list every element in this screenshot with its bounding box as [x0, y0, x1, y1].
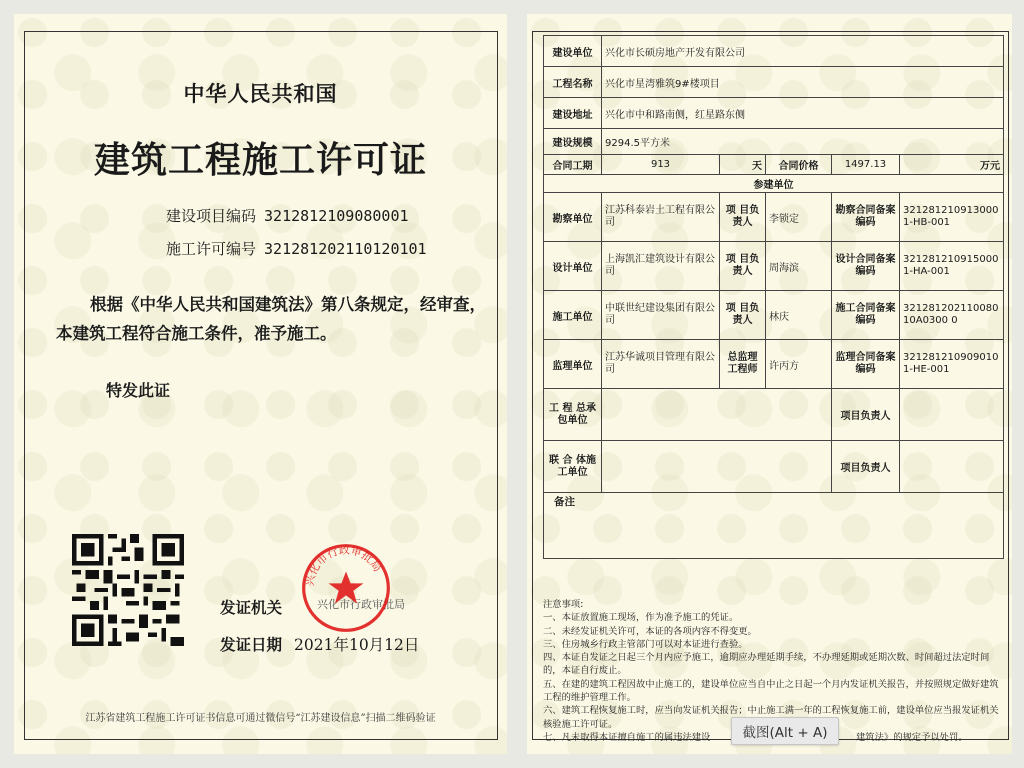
joint-venture-value — [602, 441, 832, 493]
permit-back-page — [527, 14, 1012, 754]
unit-lead-label: 项 目负责人 — [720, 291, 766, 340]
unit-lead: 李锁定 — [766, 193, 832, 242]
unit-record: 3212812109090101-HE-001 — [900, 340, 1004, 389]
general-contractor-label: 工 程 总承包单位 — [544, 389, 602, 441]
note-item: 一、本证放置施工现场，作为准予施工的凭证。 — [543, 612, 739, 624]
general-contractor-value — [602, 389, 832, 441]
unit-row-design — [544, 242, 1004, 291]
note-item: 五、在建的建筑工程因故中止施工的，建设单位应当自中止之日起一个月内发证机关报告，并按照规定做好建筑工程的维护管理工作。 — [543, 678, 999, 704]
permit-number-row — [166, 238, 427, 259]
permit-title: 建筑工程施工许可证 — [93, 139, 427, 181]
unit-name: 中联世纪建设集团有限公司 — [602, 291, 720, 340]
unit-lead: 林庆 — [766, 291, 832, 340]
unit-lead-label: 项 目负责人 — [720, 242, 766, 291]
unit-lead: 周海滨 — [766, 242, 832, 291]
note-item: 二、未经发证机关许可，本证的各项内容不得变更。 — [543, 625, 757, 637]
unit-record-label: 施工合同备案编码 — [832, 291, 900, 340]
price-label: 合同价格 — [766, 155, 832, 175]
unit-lead-label: 项 目负责人 — [720, 193, 766, 242]
unit-role: 设计单位 — [544, 242, 602, 291]
period-value: 913 — [602, 155, 720, 175]
scale-row — [544, 129, 1004, 155]
issue-date-row — [220, 633, 419, 655]
qr-code — [72, 534, 184, 646]
unit-row-construction — [544, 291, 1004, 340]
note-item: 三、住房城乡行政主管部门可以对本证进行查验。 — [543, 638, 748, 650]
unit-name: 江苏华诚项目管理有限公司 — [602, 340, 720, 389]
issuer-row — [220, 596, 282, 618]
remarks-label: 备注 — [554, 496, 575, 508]
remarks-row — [544, 493, 1004, 559]
joint-venture-label: 联 合 体施工单位 — [544, 441, 602, 493]
project-code-row — [166, 205, 409, 226]
note-item: 六、建筑工程恢复施工时，应当向发证机关报告；中止施工满一年的工程恢复施工前，建设单位应当报发证机关核验施工许可证。 — [543, 705, 999, 730]
unit-record-label: 监理合同备案编码 — [832, 340, 900, 389]
screenshot-tooltip: 截图(Alt + A) — [731, 717, 839, 745]
law-statement: 根据《中华人民共和国建筑法》第八条规定，经审查，本建筑工程符合施工条件，准予施工。 — [56, 295, 486, 343]
unit-record: 32128120211008010A0300 0 — [900, 291, 1004, 340]
joint-venture-lead-value — [900, 441, 1004, 493]
general-contractor-lead-value — [900, 389, 1004, 441]
country-name: 中华人民共和国 — [183, 81, 338, 106]
issuer-value: 兴化市行政审批局 — [317, 598, 405, 611]
certify-text: 特发此证 — [106, 381, 171, 400]
joint-venture-lead-label: 项目负责人 — [832, 441, 900, 493]
address-label: 建设地址 — [544, 98, 602, 129]
project-name-row — [544, 67, 1004, 98]
unit-record: 3212812109150001-HA-001 — [900, 242, 1004, 291]
unit-role: 勘察单位 — [544, 193, 602, 242]
period-label: 合同工期 — [544, 155, 602, 175]
builder-row — [544, 36, 1004, 67]
issue-date-label: 发证日期 — [220, 635, 283, 654]
issue-date-value: 2021年10月12日 — [294, 636, 420, 654]
project-code-value: 3212812109080001 — [264, 207, 409, 225]
period-price-row — [544, 155, 1004, 175]
address-row — [544, 98, 1004, 129]
unit-name: 上海凯汇建筑设计有限公司 — [602, 242, 720, 291]
notes-title: 注意事项: — [543, 599, 584, 610]
project-name-label: 工程名称 — [544, 67, 602, 98]
unit-record: 3212812109130001-HB-001 — [900, 193, 1004, 242]
project-info-table — [543, 35, 1003, 575]
general-contractor-lead-label: 项目负责人 — [832, 389, 900, 441]
unit-role: 监理单位 — [544, 340, 602, 389]
note-item-7-end: 建筑法》的规定予以处罚。 — [856, 731, 968, 743]
participants-header: 参建单位 — [544, 175, 1004, 193]
scale-value: 9294.5平方米 — [602, 129, 1004, 155]
unit-row-survey — [544, 193, 1004, 242]
note-item: 四、本证自发证之日起三个月内应予施工，逾期应办理延期手续，不办理延期或延期次数、时间超过法定时间的，本证自行废止。 — [543, 652, 990, 677]
price-unit: 万元 — [900, 155, 1004, 175]
joint-venture-row — [544, 441, 1004, 493]
unit-row-supervision — [544, 340, 1004, 389]
builder-value: 兴化市长硕房地产开发有限公司 — [602, 36, 1004, 67]
unit-lead-label: 总监理工程师 — [720, 340, 766, 389]
price-value: 1497.13 — [832, 155, 900, 175]
project-code-label: 建设项目编码 — [166, 207, 257, 225]
permit-front-page — [14, 14, 507, 754]
note-item-7-start: 七、凡未取得本证擅自施工的属违法建设 — [543, 731, 711, 743]
unit-name: 江苏科泰岩土工程有限公司 — [602, 193, 720, 242]
participants-header-row — [544, 175, 1004, 193]
unit-role: 施工单位 — [544, 291, 602, 340]
period-unit: 天 — [720, 155, 766, 175]
project-name-value: 兴化市星湾雅筑9#楼项目 — [602, 67, 1004, 98]
remarks-cell — [544, 493, 1004, 559]
permit-number-value: 321281202110120101 — [264, 240, 427, 258]
svg-text:兴化市行政审批局: 兴化市行政审批局 — [303, 543, 385, 588]
scale-label: 建设规模 — [544, 129, 602, 155]
unit-record-label: 设计合同备案编码 — [832, 242, 900, 291]
general-contractor-row — [544, 389, 1004, 441]
unit-lead: 许丙方 — [766, 340, 832, 389]
issuer-label: 发证机关 — [220, 598, 283, 617]
unit-record-label: 勘察合同备案编码 — [832, 193, 900, 242]
verification-footer: 江苏省建筑工程施工许可证书信息可通过微信号“江苏建设信息”扫描二维码验证 — [85, 713, 436, 724]
builder-label: 建设单位 — [544, 36, 602, 67]
official-seal-icon — [300, 542, 392, 634]
permit-number-label: 施工许可编号 — [166, 240, 257, 258]
address-value: 兴化市中和路南侧，红星路东侧 — [602, 98, 1004, 129]
